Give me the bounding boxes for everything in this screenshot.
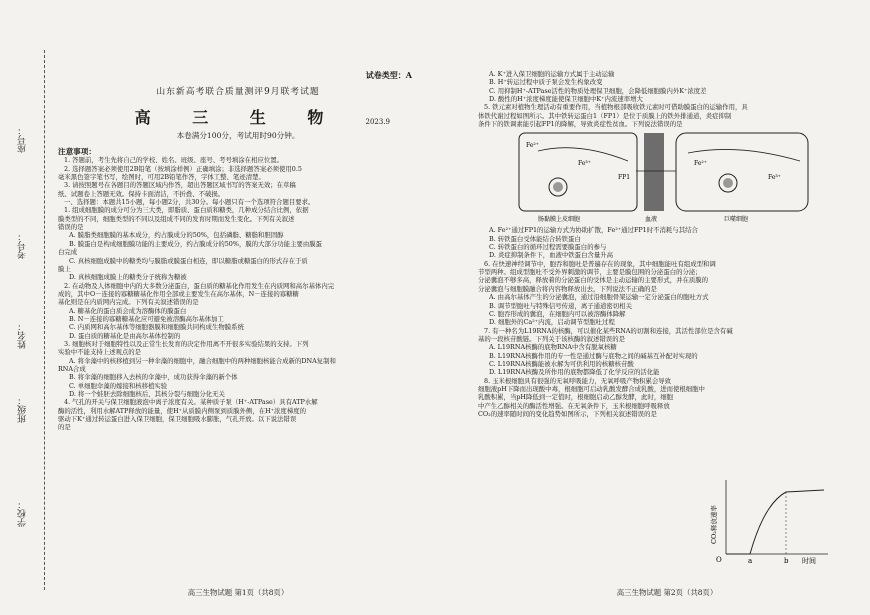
right-text-line: D. 炎症抑制条件下，血液中铁蛋白含量升高 [489,251,613,260]
left-text-line: 成的，其中O－连接的寡糖糖基化作用全部或主要发生在高尔基体，N－连接的寡糖糖 [58,289,299,298]
left-text-line: C. 单细胞伞藻的嫁接和核移植实验 [69,381,168,390]
left-text-line: 的是 [58,423,71,432]
right-text-top [478,70,856,128]
left-text-line: 1. 答题前，考生先将自己的学校、姓名、班级、座号、考号填涂在相应位置。 [64,156,284,165]
subject-name: 高 三 生 物 [134,108,342,128]
co2-curve [726,490,824,554]
field-name: 姓名： [18,322,28,349]
right-text-line: B. H⁺转运过程中质子泵会发生构象改变 [489,78,603,87]
left-text-line: B. 膜蛋白是构成细胞膜功能的主要成分，约占膜成分的50%，膜的大部分功能主要由膜蛋 [69,239,323,248]
macrophage-shape [676,133,808,211]
right-text-line: CO₂的速率随时间的变化趋势如图所示，下列相关叙述错误的是 [478,409,657,418]
exam-meta: 本卷满分100分，考试用时90分钟。 [176,130,300,140]
left-text-line: A. 糖基化的蛋白质会成为溶酶体的膜蛋白 [69,306,187,315]
right-text-line: 体铁代谢过程如图所示。其中铁转运蛋白1（FP1）是位于质膜上的铁外排通道，炎症抑制 [478,111,732,120]
right-text-line: D. 细胞外的Ca²⁺内流，启动调节型胞吐过程 [489,318,615,327]
left-text-line: 纸、试题卷上答题无效。保持卡面清洁，不折叠、不破损。 [58,189,225,198]
left-text-line: 错误的是 [58,223,84,232]
graph-origin-label: O [716,556,722,564]
field-class: 班级： [18,396,28,423]
co2-rate-graph [706,474,836,568]
paper-type-tag: 试卷类型：A [365,70,412,80]
notes-heading: 注意事项： [58,147,96,157]
fp1-label: FP1 [618,174,631,182]
right-text-line: 节型两种。组成型胞吐不受外界刺激的调节，主要是膜包围的分泌蛋白的分泌； [478,268,702,277]
right-text-line: B. 调节型胞吐与特殊信号传递，离子通道密切相关 [489,301,632,310]
left-text-line: 1. 组成细胞膜的成分可分为三大类，即脂质、蛋白质和糖类，几种成分结合比例，依据 [64,206,309,215]
left-text-line: 膜类型的不同，细胞类型的不同以及组成不同的发育时期而发生变化。下列有关叙述 [58,214,295,223]
page-footer-1: 高三生物试题 第1页（共8页） [187,587,289,597]
right-text-line: 基的一段核苷酸链。下列关于该核酶的叙述错误的是 [478,334,625,343]
graph-x-label: 时间 [802,557,816,565]
binding-strip [6,0,54,615]
ion-label: Fe³⁺ [578,160,591,168]
pathway-arrow-1 [538,148,628,161]
right-text-line: 6. 在快速神经调节中，胞吞和胞吐是普遍存在的现象，其中细胞能吐有组成型和调 [484,259,716,268]
subject-title [58,108,418,128]
macrophage-label: 巨噬细胞 [724,216,749,224]
right-text-line: C. 胞吞形成的囊泡，在细胞内可以被溶酶体降解 [489,309,626,318]
right-text-line: A. 由高尔基体产生的分泌囊泡，通过沿细胞骨架运输一定分泌蛋白的胞吐方式 [489,293,709,302]
field-exam-number: 考号： [18,232,28,259]
left-text-line: D. 将一个蛙胚去除细胞核后，其核分裂与细胞分化无关 [69,390,225,398]
page-footer-2: 高三生物试题 第2页（共8页） [616,587,718,597]
right-text-line: A. L19RNA核酶的底物RNA中含有脱氧核糖 [489,343,617,352]
right-text-line: 5. 铁元素对植物生理活动有重要作用，当植物根部吸收铁元素时可借助膜蛋白的运输作用，具 [484,103,748,112]
right-text-line: B. L19RNA核酶作用的专一性是通过酶与底物之间的碱基互补配对实现的 [489,351,698,360]
left-text-line: 一、选择题：本题共15小题，每小题2分，共30分。每小题只有一个选项符合题目要求。 [64,198,315,207]
left-text-line: 3. 请按照题号在各题目的答题区域内作答，超出答题区域书写的答案无效；在草稿 [64,181,296,190]
left-text-body [58,156,418,431]
graph-b-label: b [784,557,789,565]
field-seat-number: 座号： [18,126,28,153]
left-text-line: D. 蛋白质的糖基化是由高尔基体控制的 [69,331,181,340]
right-text-line: A. K⁺进入保卫细胞的运输方式属于主动运输 [489,70,615,78]
left-text-line: 驱动下K⁺通过转运蛋白进入保卫细胞，保卫细胞吸水膨胀，气孔开放。以下说法错误 [58,415,297,424]
ion-label: Fe²⁺ [694,160,707,168]
vesicle-right-core [723,178,733,188]
left-text-line: B. 将伞藻的细胞移入去核的伞藻中，成功获得伞藻的新个体 [69,373,238,382]
blood-label: 血液 [645,216,658,224]
left-text-line: 4. 气孔的开关与保卫细胞液泡中离子浓度有关。某种质子泵（H⁺-ATPase）具有ATP水解 [64,398,318,407]
right-text-line: 细胞液pH下降而出现酸中毒，根细胞可启动乳酸发酵合成乳酸，进而使根细胞中 [478,384,705,393]
iron-figure-svg [518,131,818,223]
left-text-line: 白完成 [58,248,78,257]
exam-title: 山东新高考联合质量测评9月联考试题 [156,87,320,97]
left-text-line: C. 内质网和高尔基体等细胞器膜和细胞膜共同构成生物膜系统 [69,323,244,332]
left-page [58,0,418,615]
epithelial-label: 肠黏膜上皮细胞 [538,216,581,224]
right-text-line: 7. 有一种名为L19RNA的核酶，可以催化某些RNA的切割和连接，其活性部位是含有碱 [484,326,733,335]
left-text-line: B. N－连接的寡糖糖基化应可避免被溶酶高尔基体加工 [69,314,224,323]
exam-date: 2023.9 [365,118,390,127]
left-text-line: 膜上 [58,264,71,273]
left-text-line: C. 真核细胞成膜中的糖类均与膜脂或膜蛋白相连，即以糖脂或糖蛋白的形式存在于质 [69,256,308,265]
right-text-line: 分泌囊泡与细胞膜融合将内容物释放出去，下列说法不正确的是 [478,284,657,293]
left-text-line: 基化则是在内质网内完成。下列有关叙述错误的是 [58,298,199,307]
left-text-line: A. 将伞藻中的核移植到另一种伞藻的细胞中，融合细胞中的两种细胞核能合成新的DNA复制和 [69,356,336,365]
right-text-line: C. L19RNA核酶能被水解为可供利用的核糖核苷酸 [489,359,634,368]
ion-label: Fe²⁺ [526,142,539,150]
right-text-line: D. L19RNA核酶及所作用的底物都降低了化学反应的活化能 [489,368,660,377]
blood-band [644,133,664,211]
left-text-line: D. 真核细胞成膜上的糖类分子统称为糖被 [69,273,187,282]
left-text-line: 毫米黑色签字笔书写，绘图时，可用2B铅笔作答，字体工整、笔迹清楚。 [58,173,265,182]
vesicle-left-core [553,182,563,192]
right-text-line: 条件下的铁调素能引起FP1的降解，导致炎症性贫血。下列说法错误的是 [478,120,683,129]
right-text-mid [478,226,856,418]
right-text-line: B. 转铁蛋白受体能结合转铁蛋白 [489,234,581,243]
right-text-line: 8. 玉米根细胞具有很强的无氧呼吸能力，无氧呼吸产物积累会导致 [484,376,672,385]
left-text-line: 实验中不能支持上述观点的是 [58,348,142,357]
left-text-line: A. 膜脂类细胞膜的基本成分，约占膜成分的50%，包括磷脂、糖脂和胆固醇 [69,231,284,240]
right-text-line: 分泌囊泡不够多高，释放着的分泌蛋白的受体是主动运输的主要形式，并在质膜的 [478,276,709,285]
field-school: 学校： [18,500,28,527]
graph-y-label: CO₂释放速率 [710,505,718,544]
right-text-line: C. 转铁蛋白的循环过程需要膜蛋白的参与 [489,243,607,252]
right-text-line: D. 酸性的H⁺浓度梯度能使保卫细胞中K⁺内流速率增大 [489,95,643,104]
right-text-line: A. Fe²⁺通过FP1的运输方式为协助扩散，Fe²⁺通过FP1时不消耗与其结合 [489,226,698,235]
right-text-line: 乳酸积累，当pH降低到一定值时，根细胞启动乙醇发酵，此时，细胞 [478,393,673,402]
ion-label: Fe³⁺ [768,174,781,182]
left-text-line: 2. 在动物及人体细胞中内的大多数分泌蛋白，蛋白质的糖基化作用发生在内质网和高尔基体内完 [64,281,335,290]
graph-a-label: a [748,557,753,565]
right-text-line: C. 用抑制H⁺-ATPase活性的物质处理保卫细胞，会降低细胞膜内外K⁺浓度差 [489,86,707,95]
right-text-line: 中产生乙醇相关的酶活性增强。在无氧条件下，玉米根细胞呼吸释放 [478,401,670,410]
left-text-line: 3. 细胞核对于细胞特性以及正常生长发育的决定作用离不开很多实验结果的支持。下列 [64,339,309,348]
left-text-line: 酶的活性，利用水解ATP释放的能量，使H⁺从质膜内侧泵到质膜外侧，在H⁺浓度梯度的 [58,406,306,415]
left-text-line: RNA合成 [58,364,86,373]
iron-transport-figure [518,131,818,223]
left-text-line: 2. 选择题答案必须使用2B铅笔（按填涂样例）正确填涂；非选择题答案必须使用0.5 [64,164,302,173]
binding-line [44,50,45,590]
